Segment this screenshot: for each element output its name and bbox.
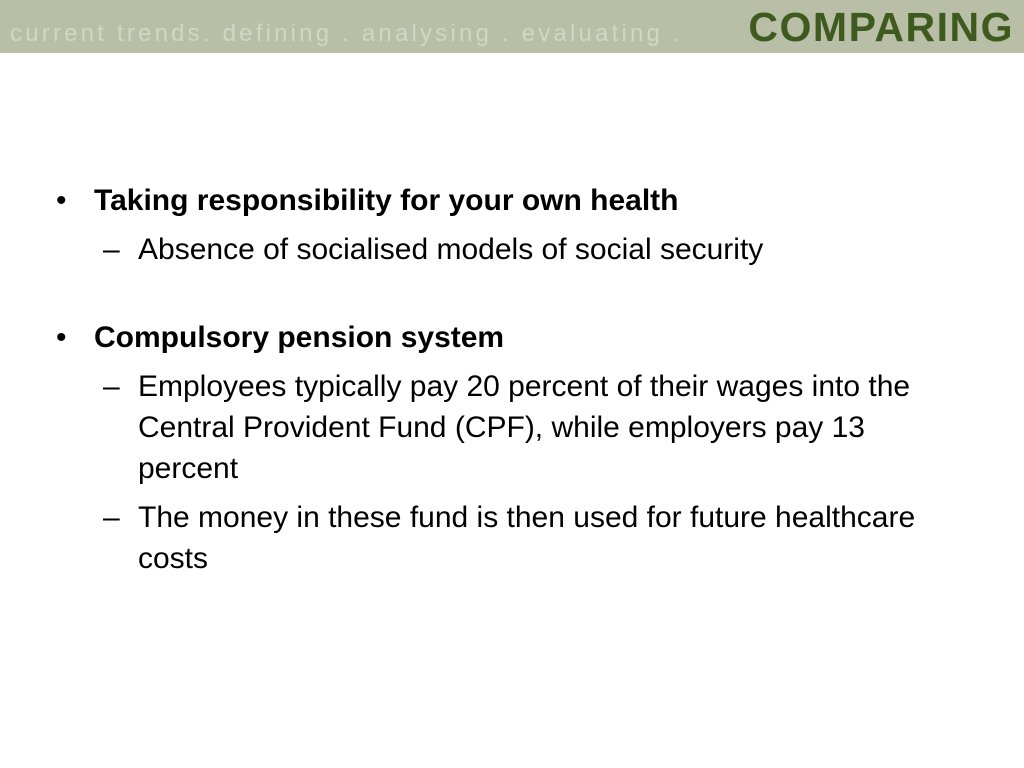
dash-marker: – — [103, 370, 120, 403]
current-section-title: COMPARING — [748, 4, 1014, 50]
header-band — [0, 0, 1024, 53]
sub-text: Absence of socialised models of social security — [138, 233, 764, 266]
bullet-text: Taking responsibility for your own health — [94, 184, 679, 217]
bullet-marker: • — [56, 184, 67, 217]
sub-item-cpf-contributions — [56, 366, 936, 489]
dash-marker: – — [103, 501, 120, 534]
sub-text: Employees typically pay 20 percent of their wages into the Central Provident Fund (CPF), while employers pay 13 percent — [138, 370, 911, 485]
bullet-item-health-responsibility — [56, 180, 936, 221]
sub-item-socialised-models — [56, 229, 936, 270]
section-navigation — [10, 20, 683, 48]
dash-marker: – — [103, 233, 120, 266]
sub-item-fund-usage — [56, 497, 936, 579]
spacer — [56, 270, 936, 317]
nav-text: current trends. defining . analysing . evaluating . — [10, 20, 683, 47]
bullet-text: Compulsory pension system — [94, 321, 505, 354]
bullet-marker: • — [56, 321, 67, 354]
sub-text: The money in these fund is then used for future healthcare costs — [138, 501, 916, 575]
slide-body — [56, 180, 936, 579]
bullet-item-pension-system — [56, 317, 936, 358]
